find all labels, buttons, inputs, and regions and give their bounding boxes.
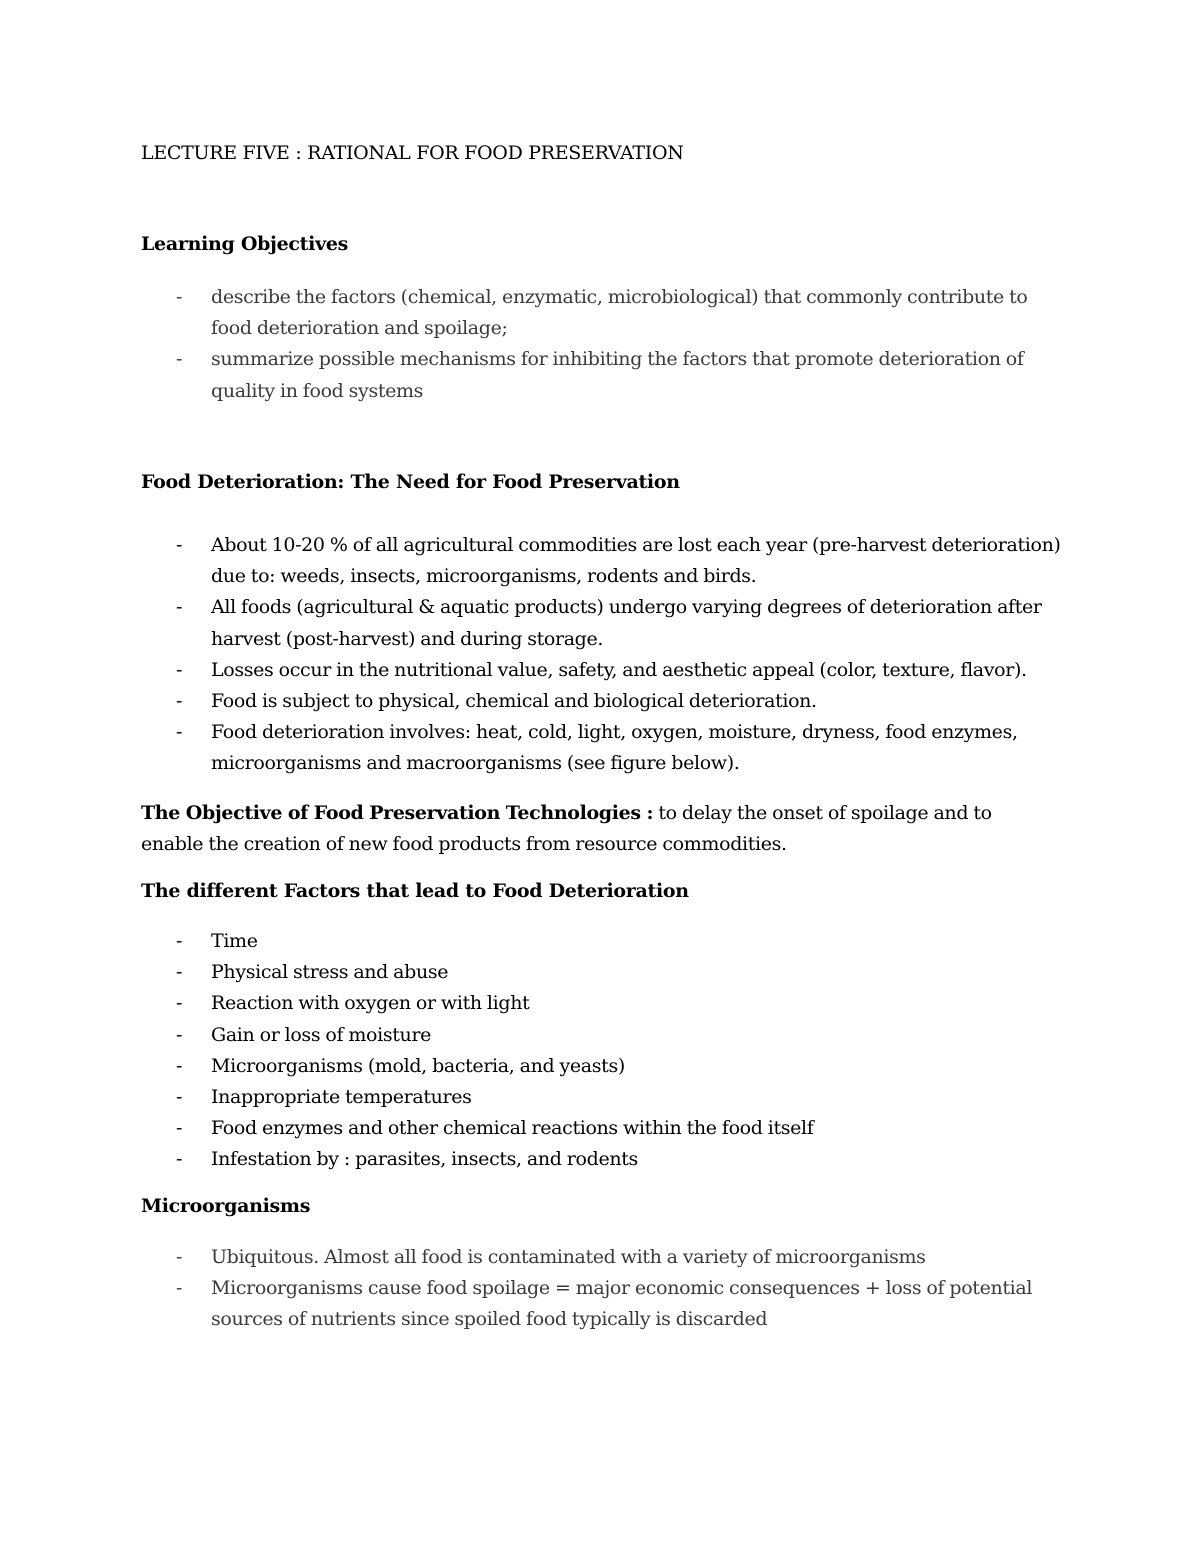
list-item: - Food deterioration involves: heat, cold, light, oxygen, moisture, dryness, food enzymes, microorganisms and macroorganisms (see figure below).: [0, 717, 1071, 779]
learning-objectives-heading: Learning Objectives: [141, 233, 349, 255]
microorganisms-heading: Microorganisms: [141, 1195, 311, 1217]
list-item: - Inappropriate temperatures: [0, 1082, 1071, 1113]
learning-objectives-list: [0, 282, 1200, 407]
list-item: - Food enzymes and other chemical reactions within the food itself: [0, 1113, 1071, 1144]
food-deterioration-list: [0, 530, 1200, 780]
factors-heading: The different Factors that lead to Food Deterioration: [141, 880, 689, 902]
food-deterioration-heading: Food Deterioration: The Need for Food Preservation: [141, 471, 680, 493]
list-item: - Gain or loss of moisture: [0, 1020, 1071, 1051]
list-item: - Infestation by : parasites, insects, and rodents: [0, 1144, 1071, 1175]
list-item: - summarize possible mechanisms for inhibiting the factors that promote deterioration of quality in food systems: [0, 344, 1071, 406]
objective-label: The Objective of Food Preservation Technologies :: [141, 802, 654, 824]
microorganisms-list: [0, 1242, 1200, 1336]
list-item: - About 10-20 % of all agricultural commodities are lost each year (pre-harvest deterioration) due to: weeds, insects, microorganisms, rodents and birds.: [0, 530, 1071, 592]
objective-text: to delay the onset of spoilage and to enable the creation of new food products from resource commodities.: [141, 802, 992, 856]
list-item: - Food is subject to physical, chemical and biological deterioration.: [0, 686, 1071, 717]
page-title: LECTURE FIVE : RATIONAL FOR FOOD PRESERVATION: [141, 142, 684, 164]
list-item: - Physical stress and abuse: [0, 957, 1071, 988]
list-item: - Losses occur in the nutritional value, safety, and aesthetic appeal (color, texture, flavor).: [0, 655, 1071, 686]
list-item: - All foods (agricultural & aquatic products) undergo varying degrees of deterioration after harvest (post-harvest) and during storage.: [0, 592, 1071, 654]
factors-list: [0, 926, 1200, 1176]
list-item: - Ubiquitous. Almost all food is contaminated with a variety of microorganisms: [0, 1242, 1071, 1273]
list-item: - Reaction with oxygen or with light: [0, 988, 1071, 1019]
objective-paragraph: [141, 798, 1021, 860]
list-item: - Microorganisms (mold, bacteria, and yeasts): [0, 1051, 1071, 1082]
list-item: - Time: [0, 926, 1071, 957]
list-item: - describe the factors (chemical, enzymatic, microbiological) that commonly contribute to food deterioration and spoilage;: [0, 282, 1071, 344]
list-item: - Microorganisms cause food spoilage = major economic consequences + loss of potential sources of nutrients since spoiled food typically is discarded: [0, 1273, 1071, 1335]
